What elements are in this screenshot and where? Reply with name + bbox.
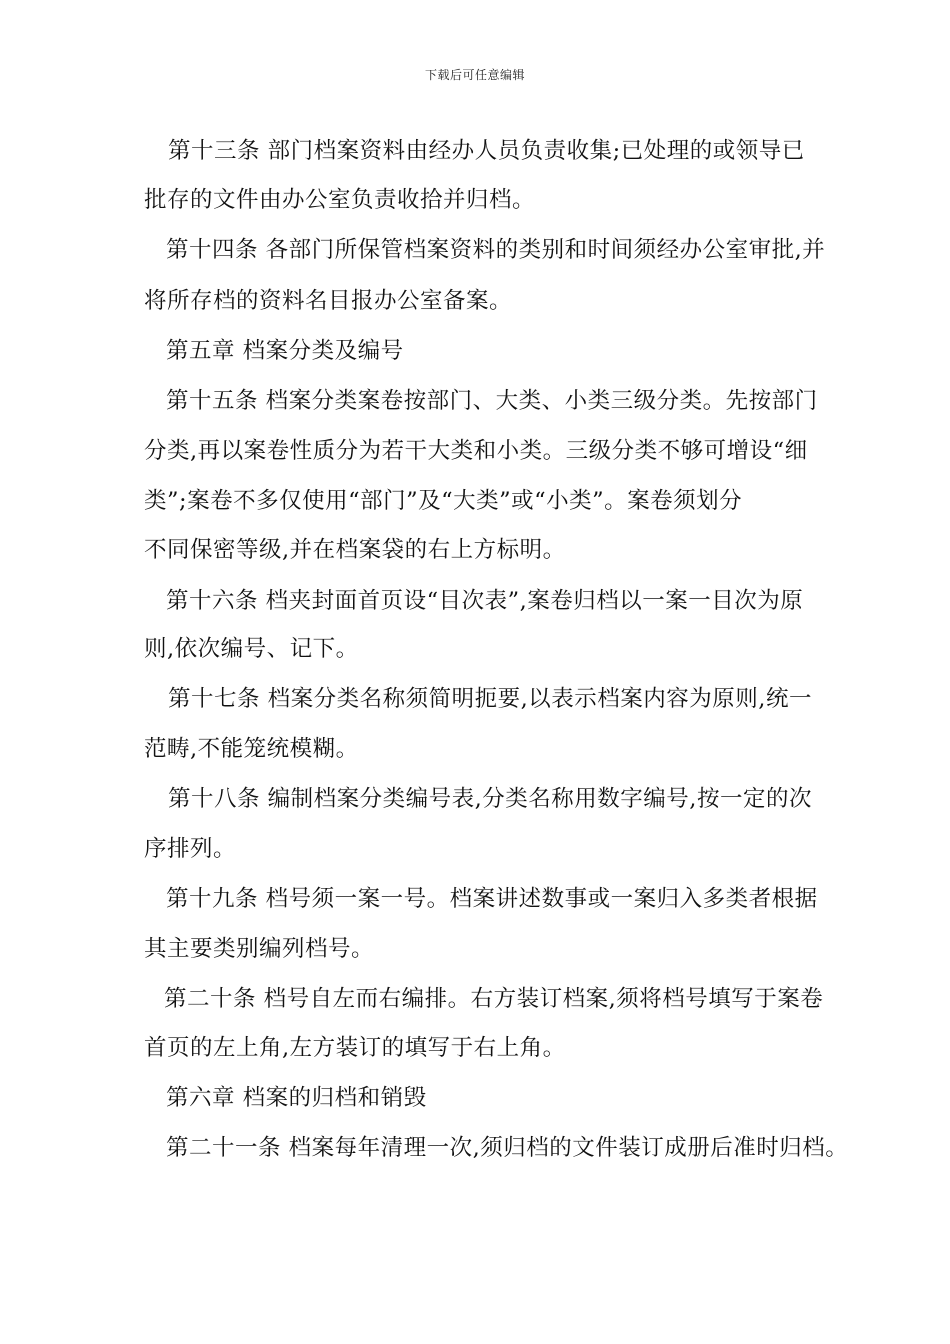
article-14-line-1: 第十四条 各部门所保管档案资料的类别和时间须经办公室审批,并 (166, 237, 826, 263)
article-15-line-2: 分类,再以案卷性质分为若干大类和小类。三级分类不够可增设“细 (144, 438, 808, 464)
article-20-line-1: 第二十条 档号自左而右编排。右方装订档案,须将档号填写于案卷 (164, 986, 824, 1012)
article-18-line-1: 第十八条 编制档案分类编号表,分类名称用数字编号,按一定的次 (168, 786, 812, 812)
article-19-line-1: 第十九条 档号须一案一号。档案讲述数事或一案归入多类者根据 (166, 886, 818, 912)
article-17-line-2: 范畴,不能笼统模糊。 (144, 736, 359, 762)
chapter-5-heading: 第五章 档案分类及编号 (166, 338, 404, 364)
article-18-line-2: 序排列。 (144, 836, 237, 862)
article-16-line-2: 则,依次编号、记下。 (144, 636, 359, 662)
chapter-6-heading: 第六章 档案的归档和销毁 (166, 1085, 427, 1111)
article-21-line-1: 第二十一条 档案每年清理一次,须归档的文件装订成册后准时归档。 (166, 1135, 849, 1161)
article-20-line-2: 首页的左上角,左方装订的填写于右上角。 (144, 1035, 566, 1061)
article-15-line-1: 第十五条 档案分类案卷按部门、大类、小类三级分类。先按部门 (166, 388, 818, 414)
article-13-line-1: 第十三条 部门档案资料由经办人员负责收集;已处理的或领导已 (168, 138, 805, 164)
article-19-line-2: 其主要类别编列档号。 (144, 936, 375, 962)
article-16-line-1: 第十六条 档夹封面首页设“目次表”,案卷归档以一案一目次为原 (166, 588, 804, 614)
article-13-line-2: 批存的文件由办公室负责收拾并归档。 (144, 187, 536, 213)
page-header: 下载后可任意编辑 (424, 68, 525, 82)
article-17-line-1: 第十七条 档案分类名称须简明扼要,以表示档案内容为原则,统一 (168, 686, 812, 712)
article-14-line-2: 将所存档的资料名目报办公室备案。 (144, 288, 513, 314)
article-15-line-4: 不同保密等级,并在档案袋的右上方标明。 (144, 537, 566, 563)
article-15-line-3: 类”;案卷不多仅使用“部门”及“大类”或“小类”。案卷须划分 (144, 488, 743, 514)
